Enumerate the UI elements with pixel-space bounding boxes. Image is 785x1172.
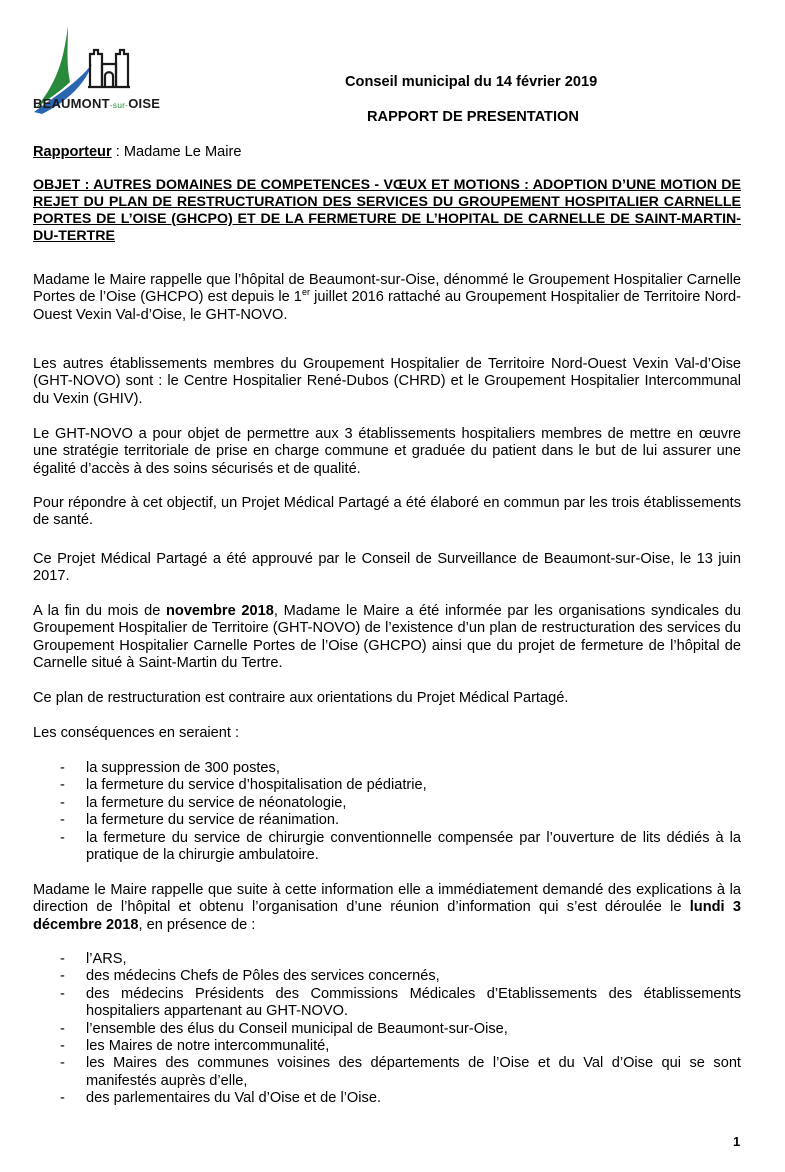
rapporteur-label: Rapporteur (33, 144, 112, 160)
paragraph-9-text-a: Madame le Maire rappelle que suite à cette information elle a immédiatement demandé des explications à la direction de l’hôpital et obtenu l’organisation d’une réunion d’information qui s’est déroulée le (33, 882, 741, 916)
list-item: - la suppression de 300 postes, (60, 760, 741, 777)
paragraph-6 (33, 603, 741, 673)
paragraph-1-text-b: juillet 2016 rattaché au Groupement Hospitalier de Territoire Nord-Ouest Vexin Val-d’Oise, le GHT-NOVO. (33, 289, 742, 323)
list-item: - des médecins Présidents des Commissions Médicales d’Etablissements des établissements hospitaliers appartenant au GHT-NOVO. (60, 986, 741, 1021)
list-item: - la fermeture du service de chirurgie conventionnelle compensée par l’ouverture de lits dédiés à la pratique de la chirurgie ambulatoire. (60, 830, 741, 865)
paragraph-1 (33, 272, 741, 324)
list-item: - des médecins Chefs de Pôles des services concernés, (60, 968, 741, 985)
logo-town-name (33, 96, 160, 111)
logo-text-beaumont: BEAUMONT (33, 96, 110, 111)
paragraph-9-bold-date: lundi 3 décembre 2018 (33, 899, 741, 933)
rapporteur-separator: : (111, 144, 124, 160)
paragraph-6-bold-date: novembre 2018 (165, 603, 274, 619)
council-date-title: Conseil municipal du 14 février 2019 (345, 74, 598, 90)
paragraph-9-text-b: , en présence de : (138, 916, 256, 933)
paragraph-8: Les conséquences en seraient : (33, 725, 240, 741)
list-item: - l’ensemble des élus du Conseil municipal de Beaumont-sur-Oise, (60, 1021, 741, 1038)
list-item: - les Maires de notre intercommunalité, (60, 1038, 741, 1055)
paragraph-6-text-a: A la fin du mois de (33, 603, 166, 619)
paragraph-1-text-a: Madame le Maire rappelle que l’hôpital de Beaumont-sur-Oise, dénommé le Groupement Hospitalier Carnelle Portes de l’Oise (GHCPO) est depuis le 1 (33, 272, 741, 306)
logo-text-sur: -sur- (109, 100, 129, 110)
paragraph-4: Pour répondre à cet objectif, un Projet Médical Partagé a été élaboré en commun par les trois établissements de santé. (33, 495, 741, 529)
list-item: - la fermeture du service de néonatologie, (60, 795, 741, 812)
list-item: - les Maires des communes voisines des départements de l’Oise et du Val d’Oise qui se sont manifestés auprès d’elle, (60, 1055, 741, 1090)
paragraph-3: Le GHT-NOVO a pour objet de permettre aux 3 établissements hospitaliers membres de mettre en œuvre une stratégie territoriale de prise en charge commune et graduée du patient dans le but de lui assurer une égalité d’accès à des soins sécurisés et de qualité. (33, 426, 741, 477)
rapporteur-value: Madame Le Maire (123, 144, 242, 160)
paragraph-9 (33, 882, 741, 934)
attendees-list (60, 951, 741, 1108)
report-title: RAPPORT DE PRESENTATION (367, 109, 579, 125)
page-number: 1 (733, 1134, 741, 1149)
consequences-list (60, 760, 741, 864)
paragraph-2: Les autres établissements membres du Groupement Hospitalier de Territoire Nord-Ouest Vexin Val-d’Oise (GHT-NOVO) sont : le Centre Hospitalier René-Dubos (CHRD) et le Groupement Hospitalier Intercommunal du Vexin (GHIV). (33, 356, 741, 407)
paragraph-7: Ce plan de restructuration est contraire aux orientations du Projet Médical Partagé. (33, 690, 569, 706)
list-item: - la fermeture du service de réanimation. (60, 812, 741, 829)
paragraph-1-superscript: er (301, 287, 310, 298)
subject-heading: OBJET : AUTRES DOMAINES DE COMPETENCES - VŒUX ET MOTIONS : ADOPTION D’UNE MOTION DE REJET DU PLAN DE RESTRUCTURATION DES SERVICES DU GROUPEMENT HOSPITALIER CARNELLE PORTES DE L’OISE (GHCPO) ET DE LA FERMETURE DE L’HOPITAL DE CARNELLE DE SAINT-MARTIN-DU-TERTRE (33, 177, 741, 244)
rapporteur-line (33, 144, 241, 160)
logo-text-oise: OISE (128, 96, 161, 111)
list-item: - des parlementaires du Val d’Oise et de l’Oise. (60, 1090, 741, 1107)
paragraph-6-text-b: , Madame le Maire a été informée par les organisations syndicales du Groupement Hospitalier de Territoire (GHT-NOVO) de l’existence d’un plan de restructuration des services du Groupement Hospitalier Carnelle Portes de l’Oise (GHCPO) ainsi que du projet de fermeture de l’hôpital de Carnelle situé à Saint-Martin du Tertre. (33, 603, 741, 672)
paragraph-5: Ce Projet Médical Partagé a été approuvé par le Conseil de Surveillance de Beaumont-sur-Oise, le 13 juin 2017. (33, 551, 741, 585)
list-item: - l’ARS, (60, 951, 741, 968)
list-item: - la fermeture du service d’hospitalisation de pédiatrie, (60, 777, 741, 794)
